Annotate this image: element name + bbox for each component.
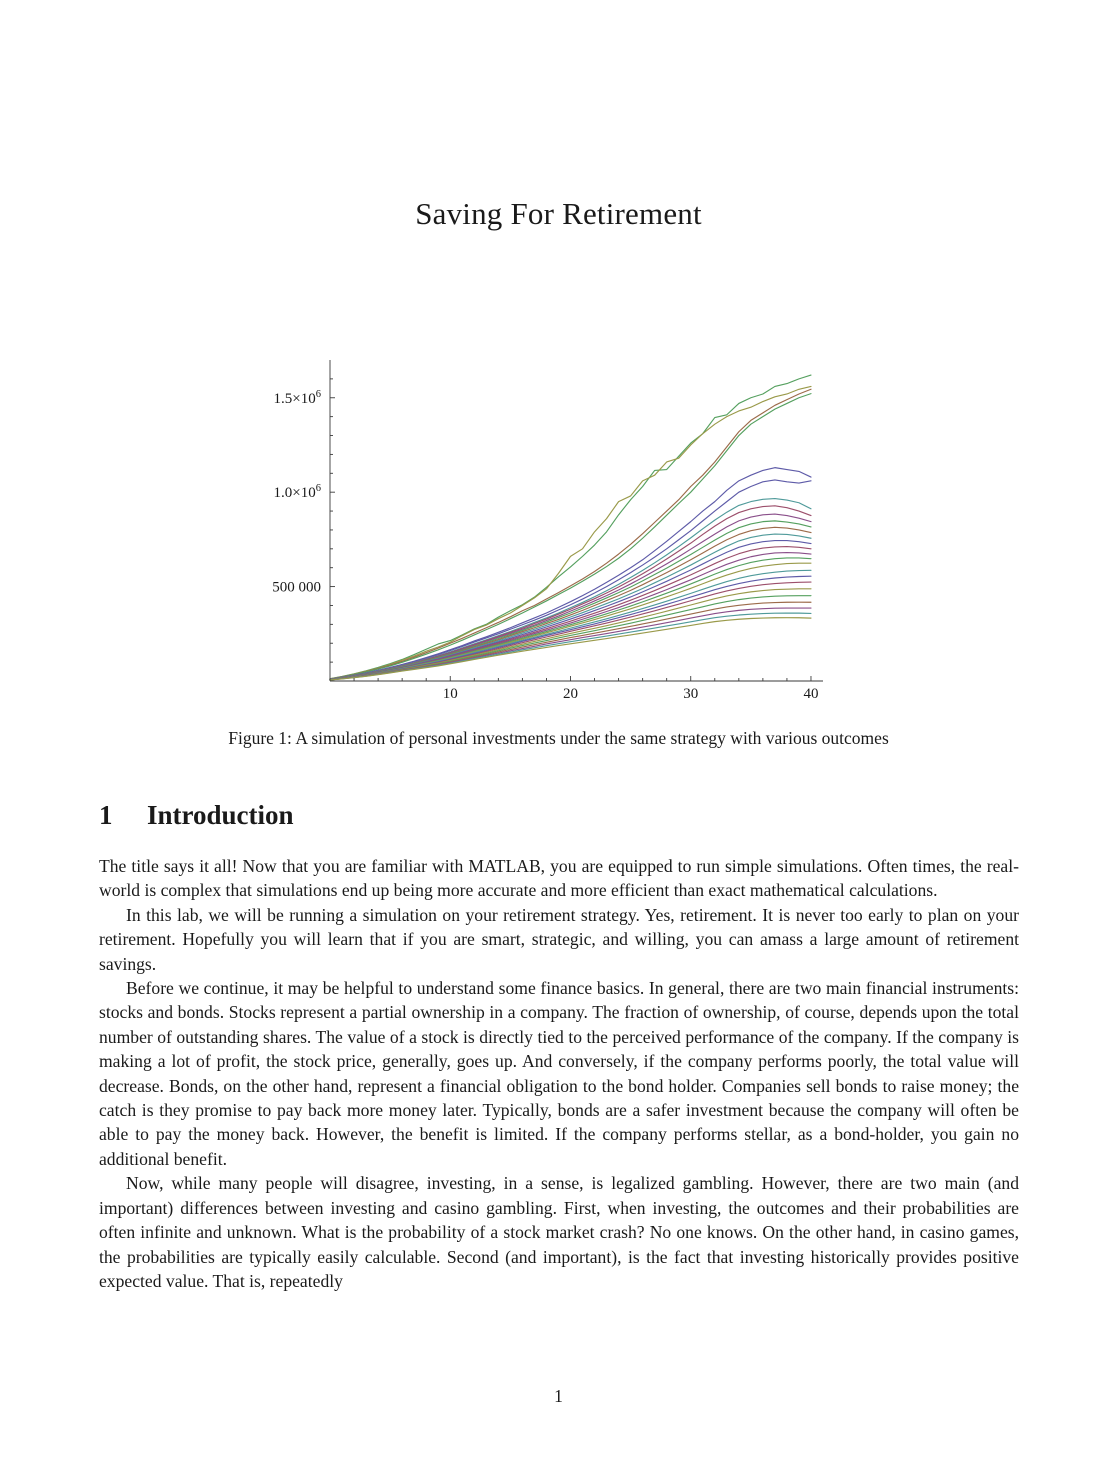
chart-line-run-5	[330, 468, 811, 680]
chart-line-run-4	[330, 394, 811, 679]
section-heading-introduction	[99, 800, 1019, 831]
x-tick-label: 10	[442, 686, 458, 700]
paragraph-1: The title says it all! Now that you are familiar with MATLAB, you are equipped to run simple simulations. Often times, the real-world is complex that simulations end up being more accurate and more efficient than exact mathematical calculations.	[99, 856, 1019, 901]
chart-line-run-11	[330, 527, 811, 679]
x-tick-label: 40	[802, 686, 818, 700]
document-title: Saving For Retirement	[415, 196, 702, 231]
body-text-column	[99, 854, 1019, 1293]
paragraph-4: Now, while many people will disagree, investing, in a sense, is legalized gambling. However, there are two main (and important) differences between investing and casino gambling. First, when investing, the outcomes and their probabilities are often infinite and unknown. What is the probability of a stock market crash? No one knows. On the other hand, in casino games, the probabilities are typically easily calculable. Second (and important), is the fact that investing historically provides positive expected value. That is, repeatedly	[99, 1173, 1019, 1291]
y-tick-label: 500 000	[271, 579, 321, 596]
chart-line-run-26	[330, 618, 811, 680]
figure-1	[0, 340, 1117, 700]
figure-plot-area	[0, 340, 1117, 700]
section-number: 1	[99, 800, 113, 830]
chart-series-group	[330, 375, 811, 680]
chart-line-run-9	[330, 514, 811, 679]
retirement-simulation-chart	[259, 340, 859, 700]
y-tick-label: $1.0\times 10^6$	[273, 483, 321, 502]
y-tick-label: $1.5\times 10^6$	[273, 388, 321, 407]
x-tick-label: 20	[562, 686, 578, 700]
paragraph-3: Before we continue, it may be helpful to understand some finance basics. In general, there are two main financial instruments: stocks and bonds. Stocks represent a partial ownership in a company. The fraction of ownership, of course, depends upon the total number of outstanding shares. The value of a stock is directly tied to the perceived performance of the company. If the company is making a lot of profit, the stock price, generally, goes up. And conversely, if the company performs poorly, the total value will decrease. Bonds, on the other hand, represent a financial obligation to the bond holder. Companies sell bonds to raise money; the catch is they promise to pay back more money later. Typically, bonds are a safer investment because the company will often be able to pay the money back. However, the benefit is limited. If the company performs stellar, as a bond-holder, you gain no additional benefit.	[99, 978, 1019, 1169]
section-title: Introduction	[147, 800, 294, 830]
page-number: 1	[554, 1386, 563, 1406]
paragraph-2: In this lab, we will be running a simulation on your retirement strategy. Yes, retirement. It is never too early to plan on your retirement. Hopefully you will learn that if you are smart, strategic, and willing, you can amass a large amount of retirement savings.	[99, 904, 1019, 974]
figure-caption: Figure 1: A simulation of personal investments under the same strategy with various outcomes	[228, 728, 889, 748]
x-tick-label: 30	[682, 686, 698, 700]
chart-line-run-6	[330, 480, 811, 679]
chart-line-run-8	[330, 506, 811, 680]
